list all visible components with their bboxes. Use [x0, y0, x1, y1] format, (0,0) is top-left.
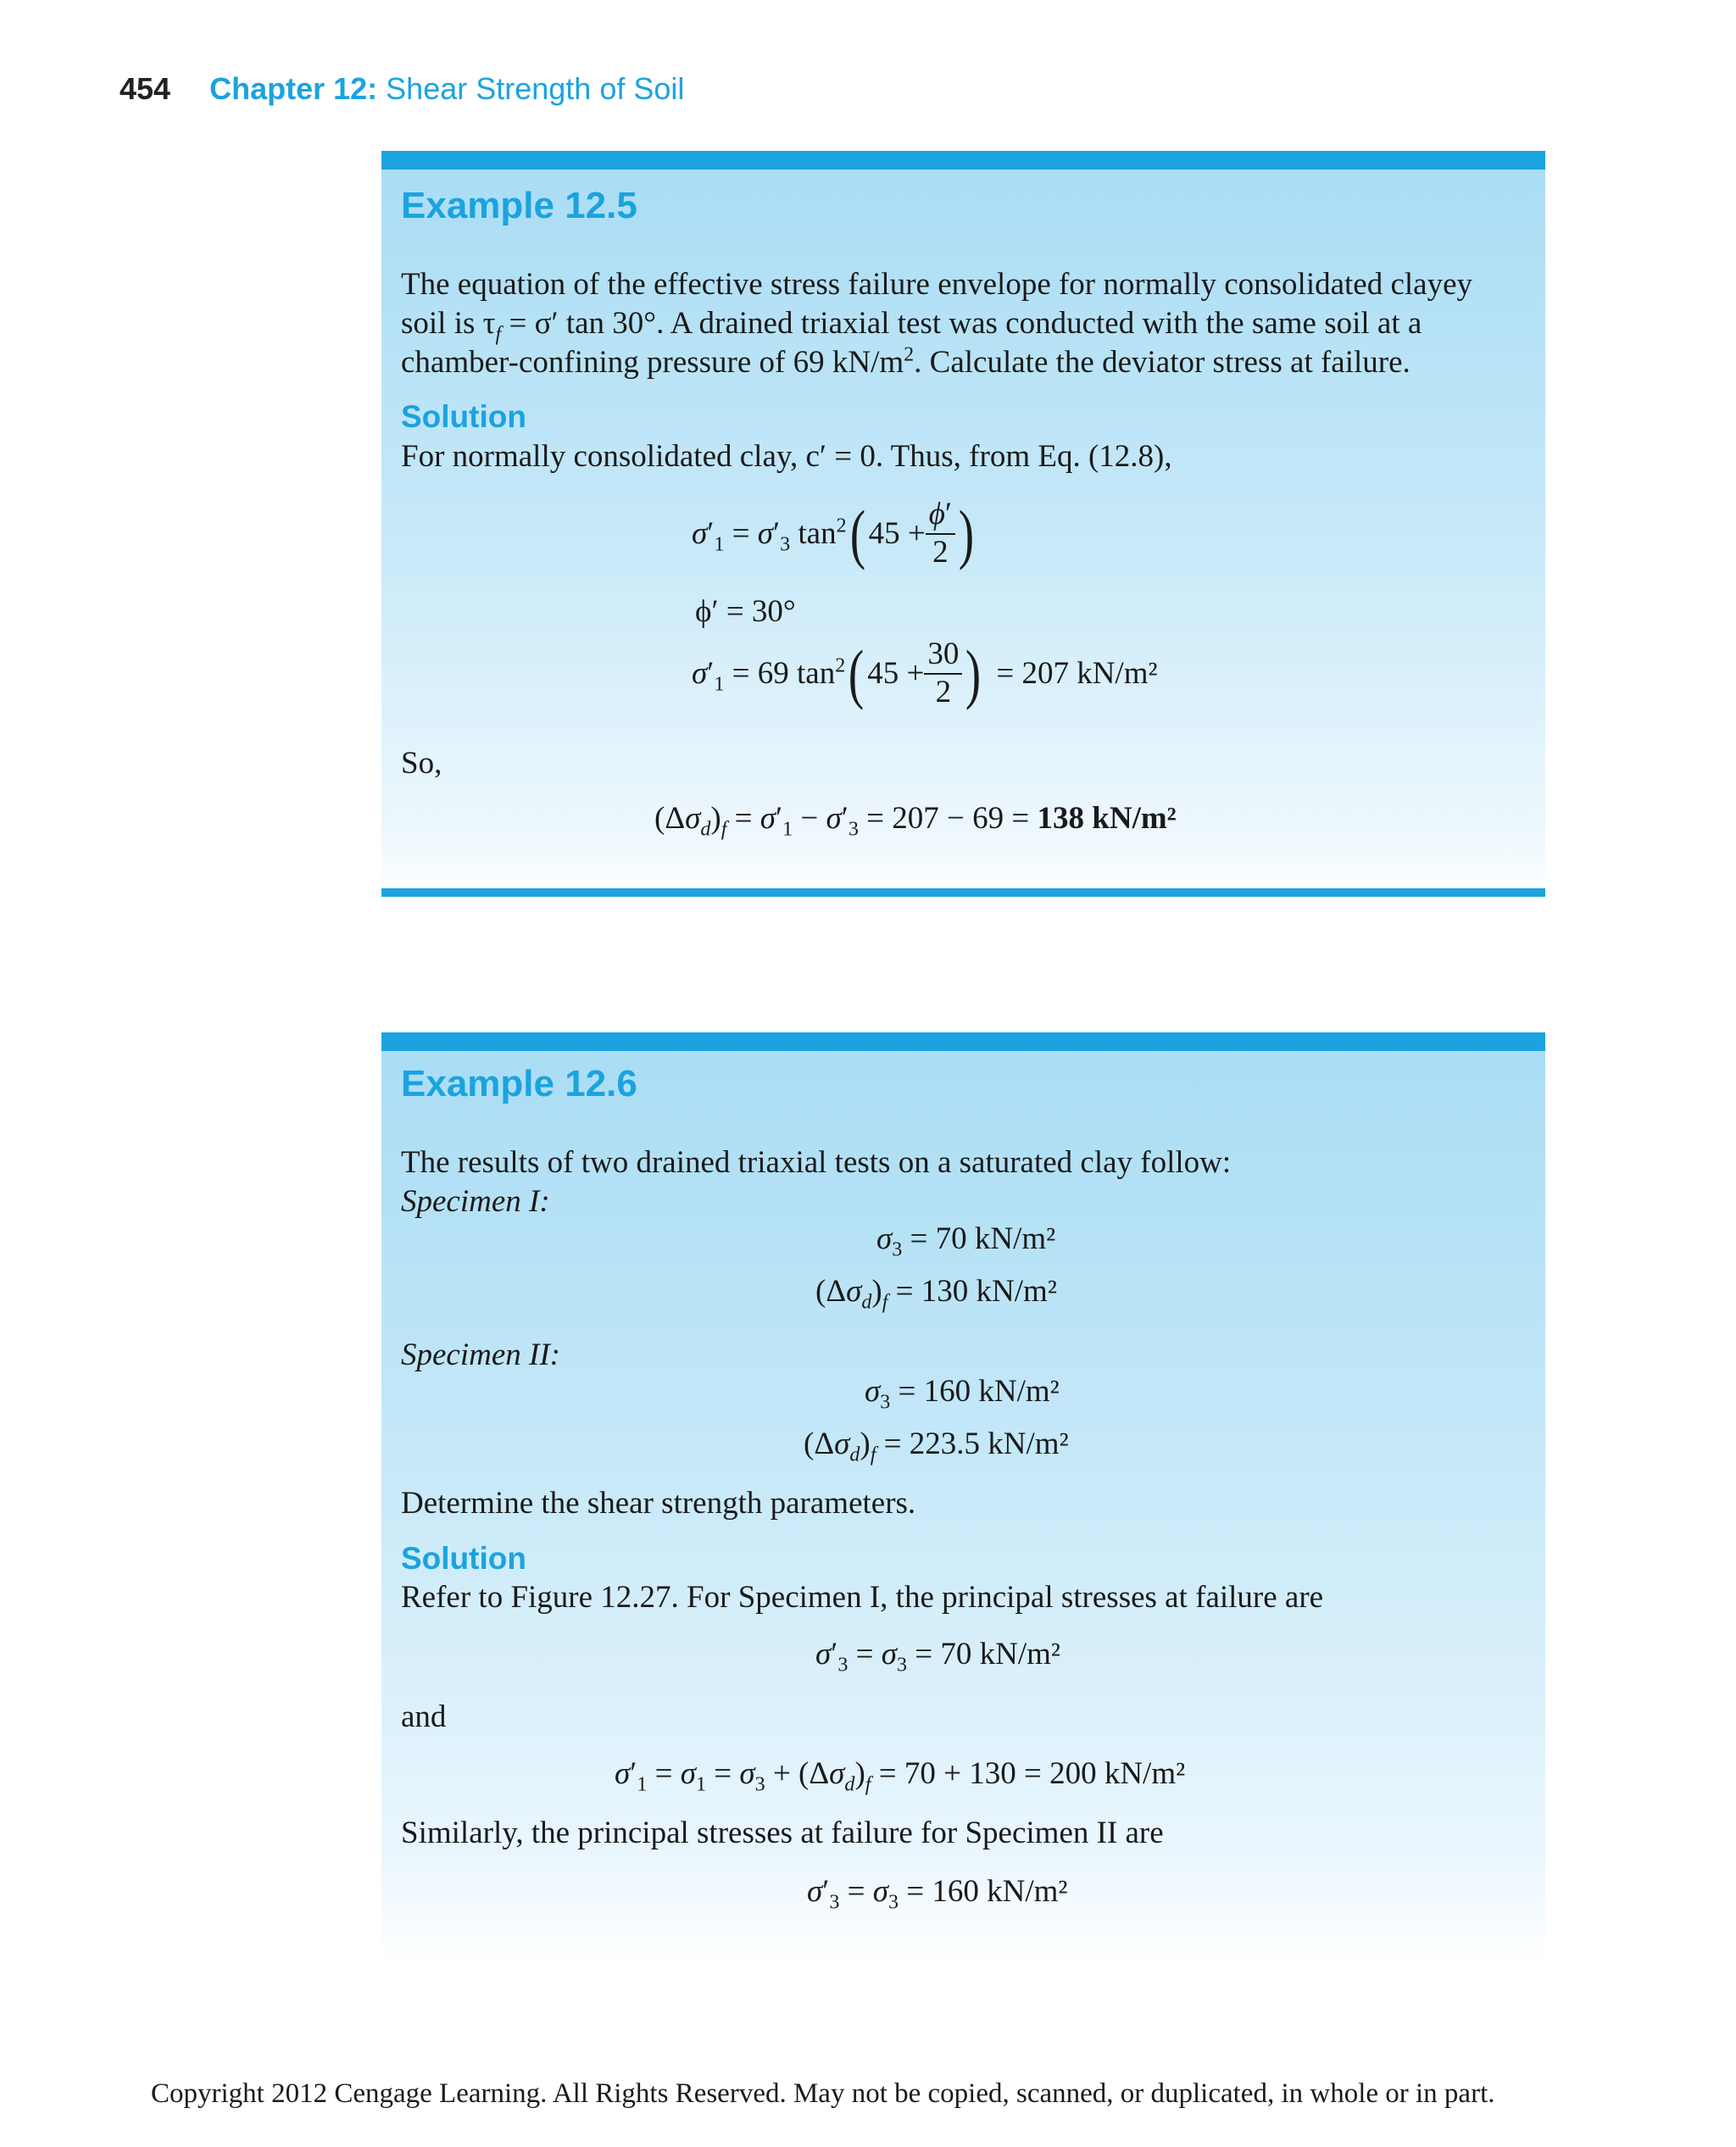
example-12-5-box [381, 151, 1545, 897]
solution-line-1: Refer to Figure 12.27. For Specimen I, the principal stresses at failure are [401, 1580, 1324, 1615]
solution-heading: Solution [401, 399, 526, 434]
equation-sigma1-value: $\sigma'_1 = 69$ $\tan^2$( 45 + $\frac{30}{2}$ ) = 207 kN/m² [692, 636, 1158, 710]
specimen-1-label: Specimen I: [401, 1184, 550, 1219]
so-label: So, [401, 746, 442, 781]
top-rule [381, 1032, 1545, 1051]
and-label: and [401, 1699, 447, 1734]
example-title: Example 12.6 [401, 1063, 637, 1104]
equation-phi: ϕ′ = 30° [695, 594, 796, 629]
chapter-label: Chapter 12: [209, 71, 378, 106]
problem-line-2: soil is $\tau_f = \sigma'$ tan 30°. A drained triaxial test was conducted with the same soil at a [401, 306, 1422, 346]
problem-line-2: Determine the shear strength parameters. [401, 1486, 916, 1521]
problem-line-3: chamber-confining pressure of 69 $kN/m^2$. Calculate the deviator stress at failure. [401, 343, 1410, 380]
problem-line-1: The equation of the effective stress failure envelope for normally consolidated clayey [401, 267, 1473, 302]
spec1-sigma3: $\sigma_3 = 70$ kN/m² [876, 1221, 1056, 1261]
example-title: Example 12.5 [401, 185, 637, 226]
problem-line-1: The results of two drained triaxial tests on a saturated clay follow: [401, 1145, 1232, 1180]
equation-sigma1-general: $\sigma'_1 = \sigma'_3$ $\tan^2$( 45 + $\frac{\phi'}{2}$ ) [692, 496, 975, 570]
solution-line-1: For normally consolidated clay, c′ = 0. Thus, from Eq. (12.8), [401, 439, 1172, 474]
page-number: 454 [120, 71, 171, 106]
running-header [120, 71, 684, 107]
eq-sigma3-prime-1: $\sigma'_3 = \sigma_3 = 70$ kN/m² [815, 1637, 1061, 1677]
spec1-deviator: $(\Delta\sigma_d)_f = 130$ kN/m² [815, 1274, 1057, 1314]
solution-heading: Solution [401, 1541, 526, 1576]
copyright-footer: Copyright 2012 Cengage Learning. All Rights Reserved. May not be copied, scanned, or duplicated, in whole or in part. [151, 2078, 1495, 2109]
top-rule [381, 151, 1545, 170]
bottom-rule [381, 888, 1545, 897]
spec2-sigma3: $\sigma_3 = 160$ kN/m² [865, 1374, 1060, 1414]
solution-line-2: Similarly, the principal stresses at failure for Specimen II are [401, 1816, 1164, 1850]
equation-deviator-final: $(\Delta\sigma_d)_f = \sigma'_1 - \sigma'_3 = 207 - 69 = 138$ kN/m² [654, 801, 1177, 841]
eq-sigma1-prime: $\sigma'_1 = \sigma_1 = \sigma_3 + (\Delta\sigma_d)_f = 70 + 130 = 200$ kN/m² [615, 1756, 1186, 1796]
eq-sigma3-prime-2: $\sigma'_3 = \sigma_3 = 160$ kN/m² [807, 1874, 1068, 1914]
chapter-title: Shear Strength of Soil [386, 71, 685, 106]
final-answer: 138 kN/m² [1037, 801, 1177, 836]
spec2-deviator: $(\Delta\sigma_d)_f = 223.5$ kN/m² [804, 1427, 1069, 1466]
specimen-2-label: Specimen II: [401, 1338, 560, 1372]
example-12-6-box [381, 1032, 1545, 1965]
